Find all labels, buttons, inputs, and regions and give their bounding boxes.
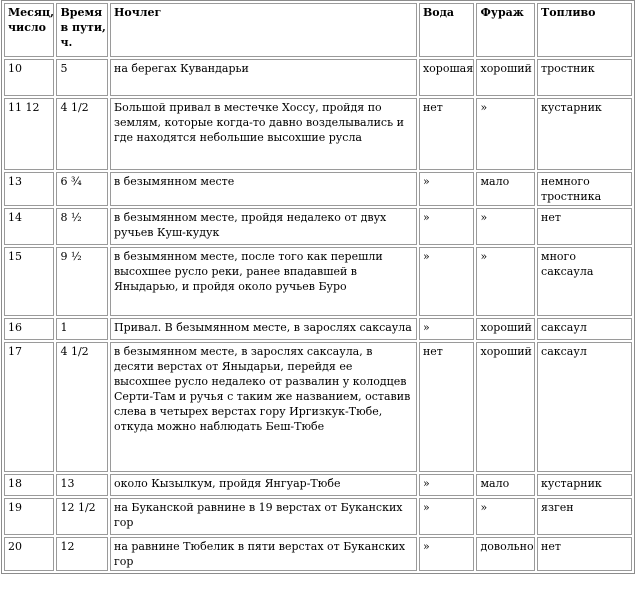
table-row	[4, 498, 632, 535]
cell-fuel: нет	[537, 537, 632, 571]
table-row	[4, 208, 632, 245]
header-water: Вода	[419, 3, 475, 57]
cell-forage: мало	[476, 474, 535, 496]
cell-place: в безымянном месте	[110, 172, 417, 206]
cell-place: на Буканской равнине в 19 верстах от Буканских гор	[110, 498, 417, 535]
header-month-day: Месяц, число	[4, 3, 54, 57]
cell-forage: »	[476, 247, 535, 316]
cell-place: Привал. В безымянном месте, в зарослях саксаула	[110, 318, 417, 340]
cell-fuel: нет	[537, 208, 632, 245]
table-row	[4, 172, 632, 206]
cell-water: нет	[419, 98, 475, 170]
cell-water: »	[419, 537, 475, 571]
cell-time: 9 ½	[56, 247, 108, 316]
header-travel-time: Время в пути, ч.	[56, 3, 108, 57]
cell-water: »	[419, 247, 475, 316]
cell-day: 13	[4, 172, 54, 206]
cell-time: 5	[56, 59, 108, 96]
cell-time: 1	[56, 318, 108, 340]
table-row	[4, 318, 632, 340]
cell-fuel: саксаул	[537, 318, 632, 340]
table-row	[4, 342, 632, 472]
cell-forage: мало	[476, 172, 535, 206]
cell-time: 4 1/2	[56, 342, 108, 472]
cell-fuel: много саксаула	[537, 247, 632, 316]
header-fuel: Топливо	[537, 3, 632, 57]
cell-day: 17	[4, 342, 54, 472]
cell-day: 16	[4, 318, 54, 340]
cell-day: 14	[4, 208, 54, 245]
cell-time: 6 ¾	[56, 172, 108, 206]
cell-water: хорошая	[419, 59, 475, 96]
cell-day: 19	[4, 498, 54, 535]
table-row	[4, 247, 632, 316]
cell-water: »	[419, 474, 475, 496]
cell-day: 20	[4, 537, 54, 571]
table-row	[4, 59, 632, 96]
cell-forage: хороший	[476, 59, 535, 96]
cell-time: 13	[56, 474, 108, 496]
cell-day: 10	[4, 59, 54, 96]
cell-time: 12	[56, 537, 108, 571]
cell-day: 15	[4, 247, 54, 316]
cell-forage: »	[476, 98, 535, 170]
table-row	[4, 537, 632, 571]
cell-time: 12 1/2	[56, 498, 108, 535]
cell-place: в безымянном месте, пройдя недалеко от двух ручьев Куш-кудук	[110, 208, 417, 245]
cell-fuel: саксаул	[537, 342, 632, 472]
cell-place: в безымянном месте, после того как перешли высохшее русло реки, ранее впадавшей в Яныдарью, и пройдя около ручьев Буро	[110, 247, 417, 316]
cell-forage: довольно	[476, 537, 535, 571]
cell-day: 18	[4, 474, 54, 496]
cell-day: 11 12	[4, 98, 54, 170]
cell-fuel: тростник	[537, 59, 632, 96]
cell-place: Большой привал в местечке Хоссу, пройдя по землям, которые когда-то давно возделывались и где находятся небольшие высохшие русла	[110, 98, 417, 170]
route-table	[1, 0, 635, 574]
cell-water: »	[419, 318, 475, 340]
cell-fuel: кустарник	[537, 474, 632, 496]
cell-place: около Кызылкум, пройдя Янгуар-Тюбе	[110, 474, 417, 496]
cell-time: 8 ½	[56, 208, 108, 245]
cell-forage: »	[476, 208, 535, 245]
table-row	[4, 98, 632, 170]
cell-place: на равнине Тюбелик в пяти верстах от Буканских гор	[110, 537, 417, 571]
cell-place: на берегах Кувандарьи	[110, 59, 417, 96]
cell-time: 4 1/2	[56, 98, 108, 170]
cell-place: в безымянном месте, в зарослях саксаула, в десяти верстах от Яныдарьи, перейдя ее высохшее русло недалеко от развалин у колодцев Серти-Там и ручья с таким же названием, оставив слева в четырех верстах гору Иргизкук-Тюбе, откуда можно наблюдать Беш-Тюбе	[110, 342, 417, 472]
cell-forage: »	[476, 498, 535, 535]
cell-water: »	[419, 208, 475, 245]
cell-forage: хороший	[476, 342, 535, 472]
header-forage: Фураж	[476, 3, 535, 57]
table-row	[4, 474, 632, 496]
table-header-row	[4, 3, 632, 57]
cell-water: »	[419, 498, 475, 535]
cell-forage: хороший	[476, 318, 535, 340]
cell-water: »	[419, 172, 475, 206]
header-lodging: Ночлег	[110, 3, 417, 57]
cell-fuel: кустарник	[537, 98, 632, 170]
cell-water: нет	[419, 342, 475, 472]
cell-fuel: язген	[537, 498, 632, 535]
cell-fuel: немного тростника	[537, 172, 632, 206]
